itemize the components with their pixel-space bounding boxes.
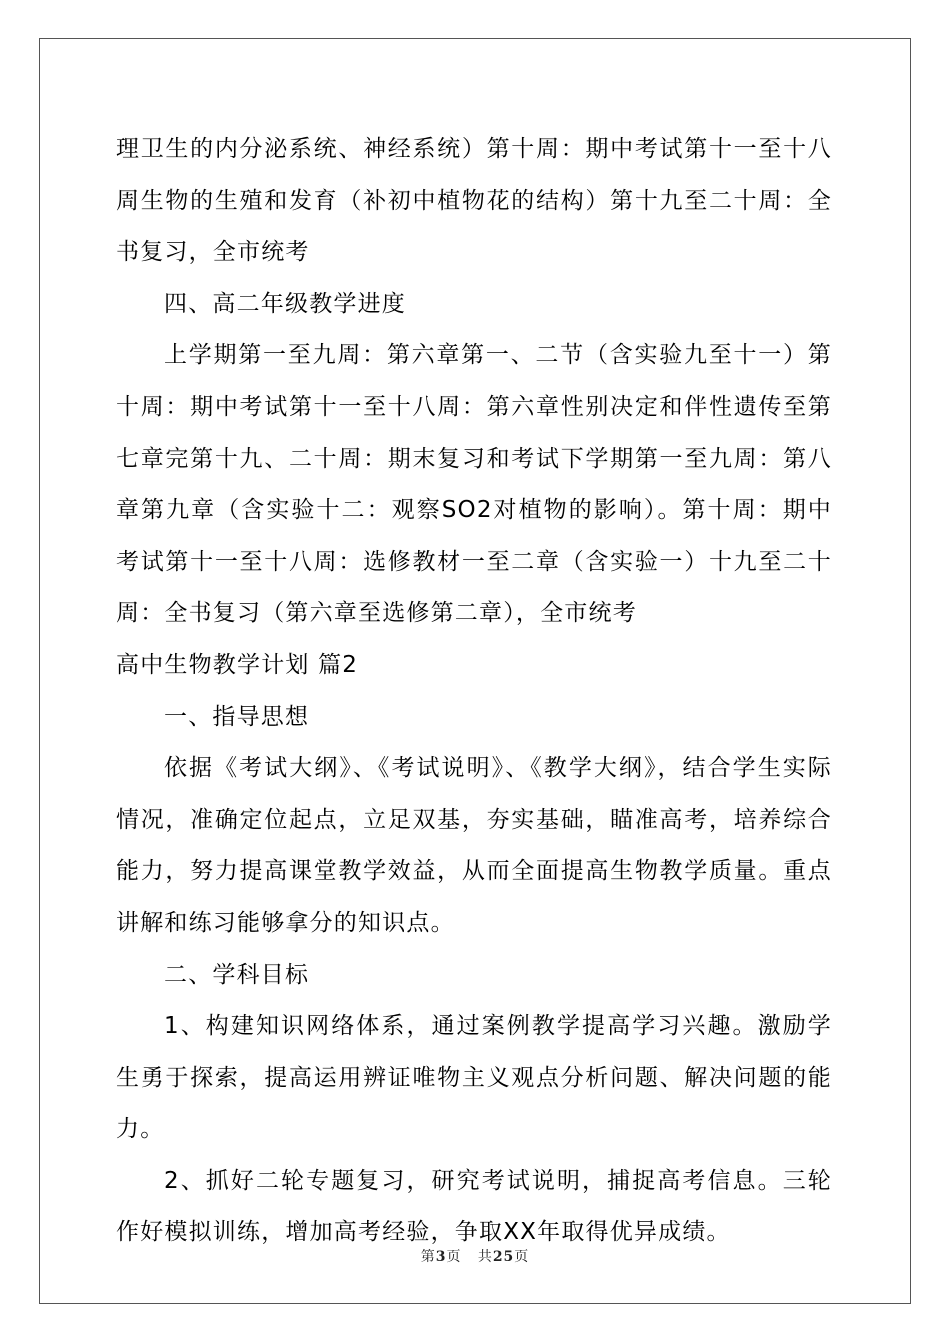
footer-page-prefix: 第	[420, 1249, 436, 1265]
document-body	[116, 124, 832, 1259]
page-footer	[0, 1246, 950, 1266]
paragraph-goal-2: 2、抓好二轮专题复习，研究考试说明，捕捉高考信息。三轮作好模拟训练，增加高考经验，争取XX年取得优异成绩。	[116, 1167, 832, 1246]
paragraph-continuation: 理卫生的内分泌系统、神经系统）第十周：期中考试第十一至十八周生物的生殖和发育（补初中植物花的结构）第十九至二十周：全书复习，全市统考	[116, 136, 832, 266]
paragraph-grade-two-schedule: 上学期第一至九周：第六章第一、二节（含实验九至十一）第十周：期中考试第十一至十八周：第六章性别决定和伴性遗传至第七章完第十九、二十周：期末复习和考试下学期第一至九周：第八章第九章（含实验十二：观察SO2对植物的影响）。第十周：期中考试第十一至十八周：选修教材一至二章（含实验一）十九至二十周：全书复习（第六章至选修第二章），全市统考	[116, 342, 832, 627]
footer-total-suffix: 页	[514, 1249, 530, 1265]
document-title-part-2: 高中生物教学计划 篇2	[116, 651, 359, 678]
paragraph-goal-1: 1、构建知识网络体系，通过案例教学提高学习兴趣。激励学生勇于探索，提高运用辨证唯物主义观点分析问题、解决问题的能力。	[116, 1013, 832, 1143]
footer-total-prefix: 共	[477, 1249, 493, 1265]
footer-page-suffix: 页	[446, 1249, 462, 1265]
footer-page-number: 3	[435, 1249, 447, 1265]
section-heading-guiding-thought: 一、指导思想	[164, 703, 310, 730]
paragraph-guiding-thought: 依据《考试大纲》、《考试说明》、《教学大纲》，结合学生实际情况，准确定位起点，立足双基，夯实基础，瞄准高考，培养综合能力，努力提高课堂教学效益，从而全面提高生物教学质量。重点讲解和练习能够拿分的知识点。	[116, 755, 832, 936]
section-heading-subject-goals: 二、学科目标	[164, 961, 310, 988]
section-heading-grade-two-progress: 四、高二年级教学进度	[164, 290, 406, 317]
footer-total-number: 25	[492, 1249, 515, 1265]
